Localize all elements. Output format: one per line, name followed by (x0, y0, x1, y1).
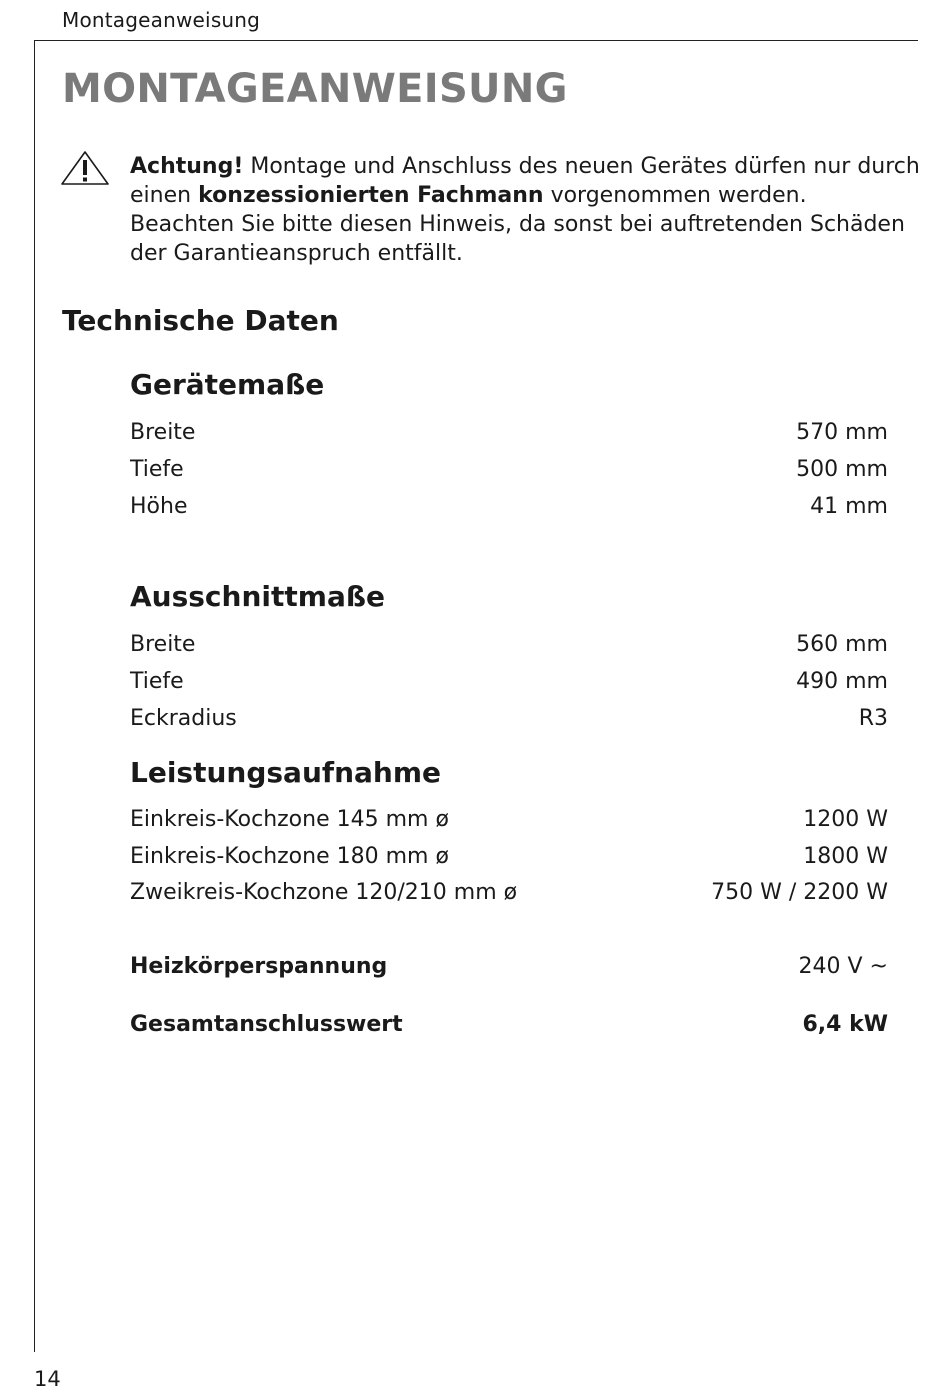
warning-notice (130, 152, 920, 268)
spec-label: Eckradius (130, 706, 237, 731)
section-title-technische-daten: Technische Daten (62, 304, 339, 337)
spec-label: Breite (130, 632, 196, 657)
spec-label: Breite (130, 420, 196, 445)
spec-label: Tiefe (130, 457, 184, 482)
warning-text-part-2: vorgenommen werden. (543, 183, 807, 208)
spec-value: 1800 W (803, 844, 888, 869)
margin-rule (34, 40, 35, 1352)
spec-label: Gesamtanschlusswert (130, 1012, 403, 1037)
spec-row (130, 418, 888, 448)
spec-label: Höhe (130, 494, 188, 519)
warning-emphasis: konzessionierten Fachmann (198, 183, 544, 208)
warning-text-line-2: Beachten Sie bitte diesen Hinweis, da sonst bei auftretenden Schäden der Garantieanspruch entfällt. (130, 212, 905, 266)
spec-label: Zweikreis-Kochzone 120/210 mm ø (130, 880, 518, 905)
spec-value: 560 mm (796, 632, 888, 657)
spec-label: Einkreis-Kochzone 145 mm ø (130, 807, 449, 832)
spec-label: Tiefe (130, 669, 184, 694)
spec-value: 41 mm (810, 494, 888, 519)
spec-value: 500 mm (796, 457, 888, 482)
spec-row (130, 842, 888, 872)
spec-label: Heizkörperspannung (130, 954, 388, 979)
header-rule (34, 40, 918, 41)
warning-label: Achtung! (130, 154, 244, 179)
spec-row (130, 630, 888, 660)
spec-value: R3 (858, 706, 888, 731)
spec-row-heizkoerperspannung (130, 952, 888, 982)
spec-row-gesamtanschlusswert (130, 1010, 888, 1040)
page-number: 14 (34, 1367, 61, 1391)
spec-row (130, 455, 888, 485)
spec-row (130, 878, 888, 908)
warning-text-part-1: Montage und Anschluss des neuen Gerätes dürfen nur durch einen (130, 154, 920, 208)
spec-value: 240 V ~ (798, 954, 888, 979)
spec-value: 1200 W (803, 807, 888, 832)
spec-row (130, 704, 888, 734)
running-header: Montageanweisung (62, 8, 261, 32)
spec-row (130, 492, 888, 522)
spec-value: 6,4 kW (802, 1012, 888, 1037)
subsection-title-ausschnittmasse: Ausschnittmaße (130, 580, 385, 613)
spec-value: 750 W / 2200 W (711, 880, 888, 905)
spec-row (130, 667, 888, 697)
spec-value: 570 mm (796, 420, 888, 445)
spec-label: Einkreis-Kochzone 180 mm ø (130, 844, 449, 869)
warning-triangle-icon (60, 150, 110, 186)
page-title: MONTAGEANWEISUNG (62, 66, 568, 112)
subsection-title-leistungsaufnahme: Leistungsaufnahme (130, 756, 441, 789)
subsection-title-geraetemasse: Gerätemaße (130, 368, 325, 401)
spec-value: 490 mm (796, 669, 888, 694)
spec-row (130, 805, 888, 835)
